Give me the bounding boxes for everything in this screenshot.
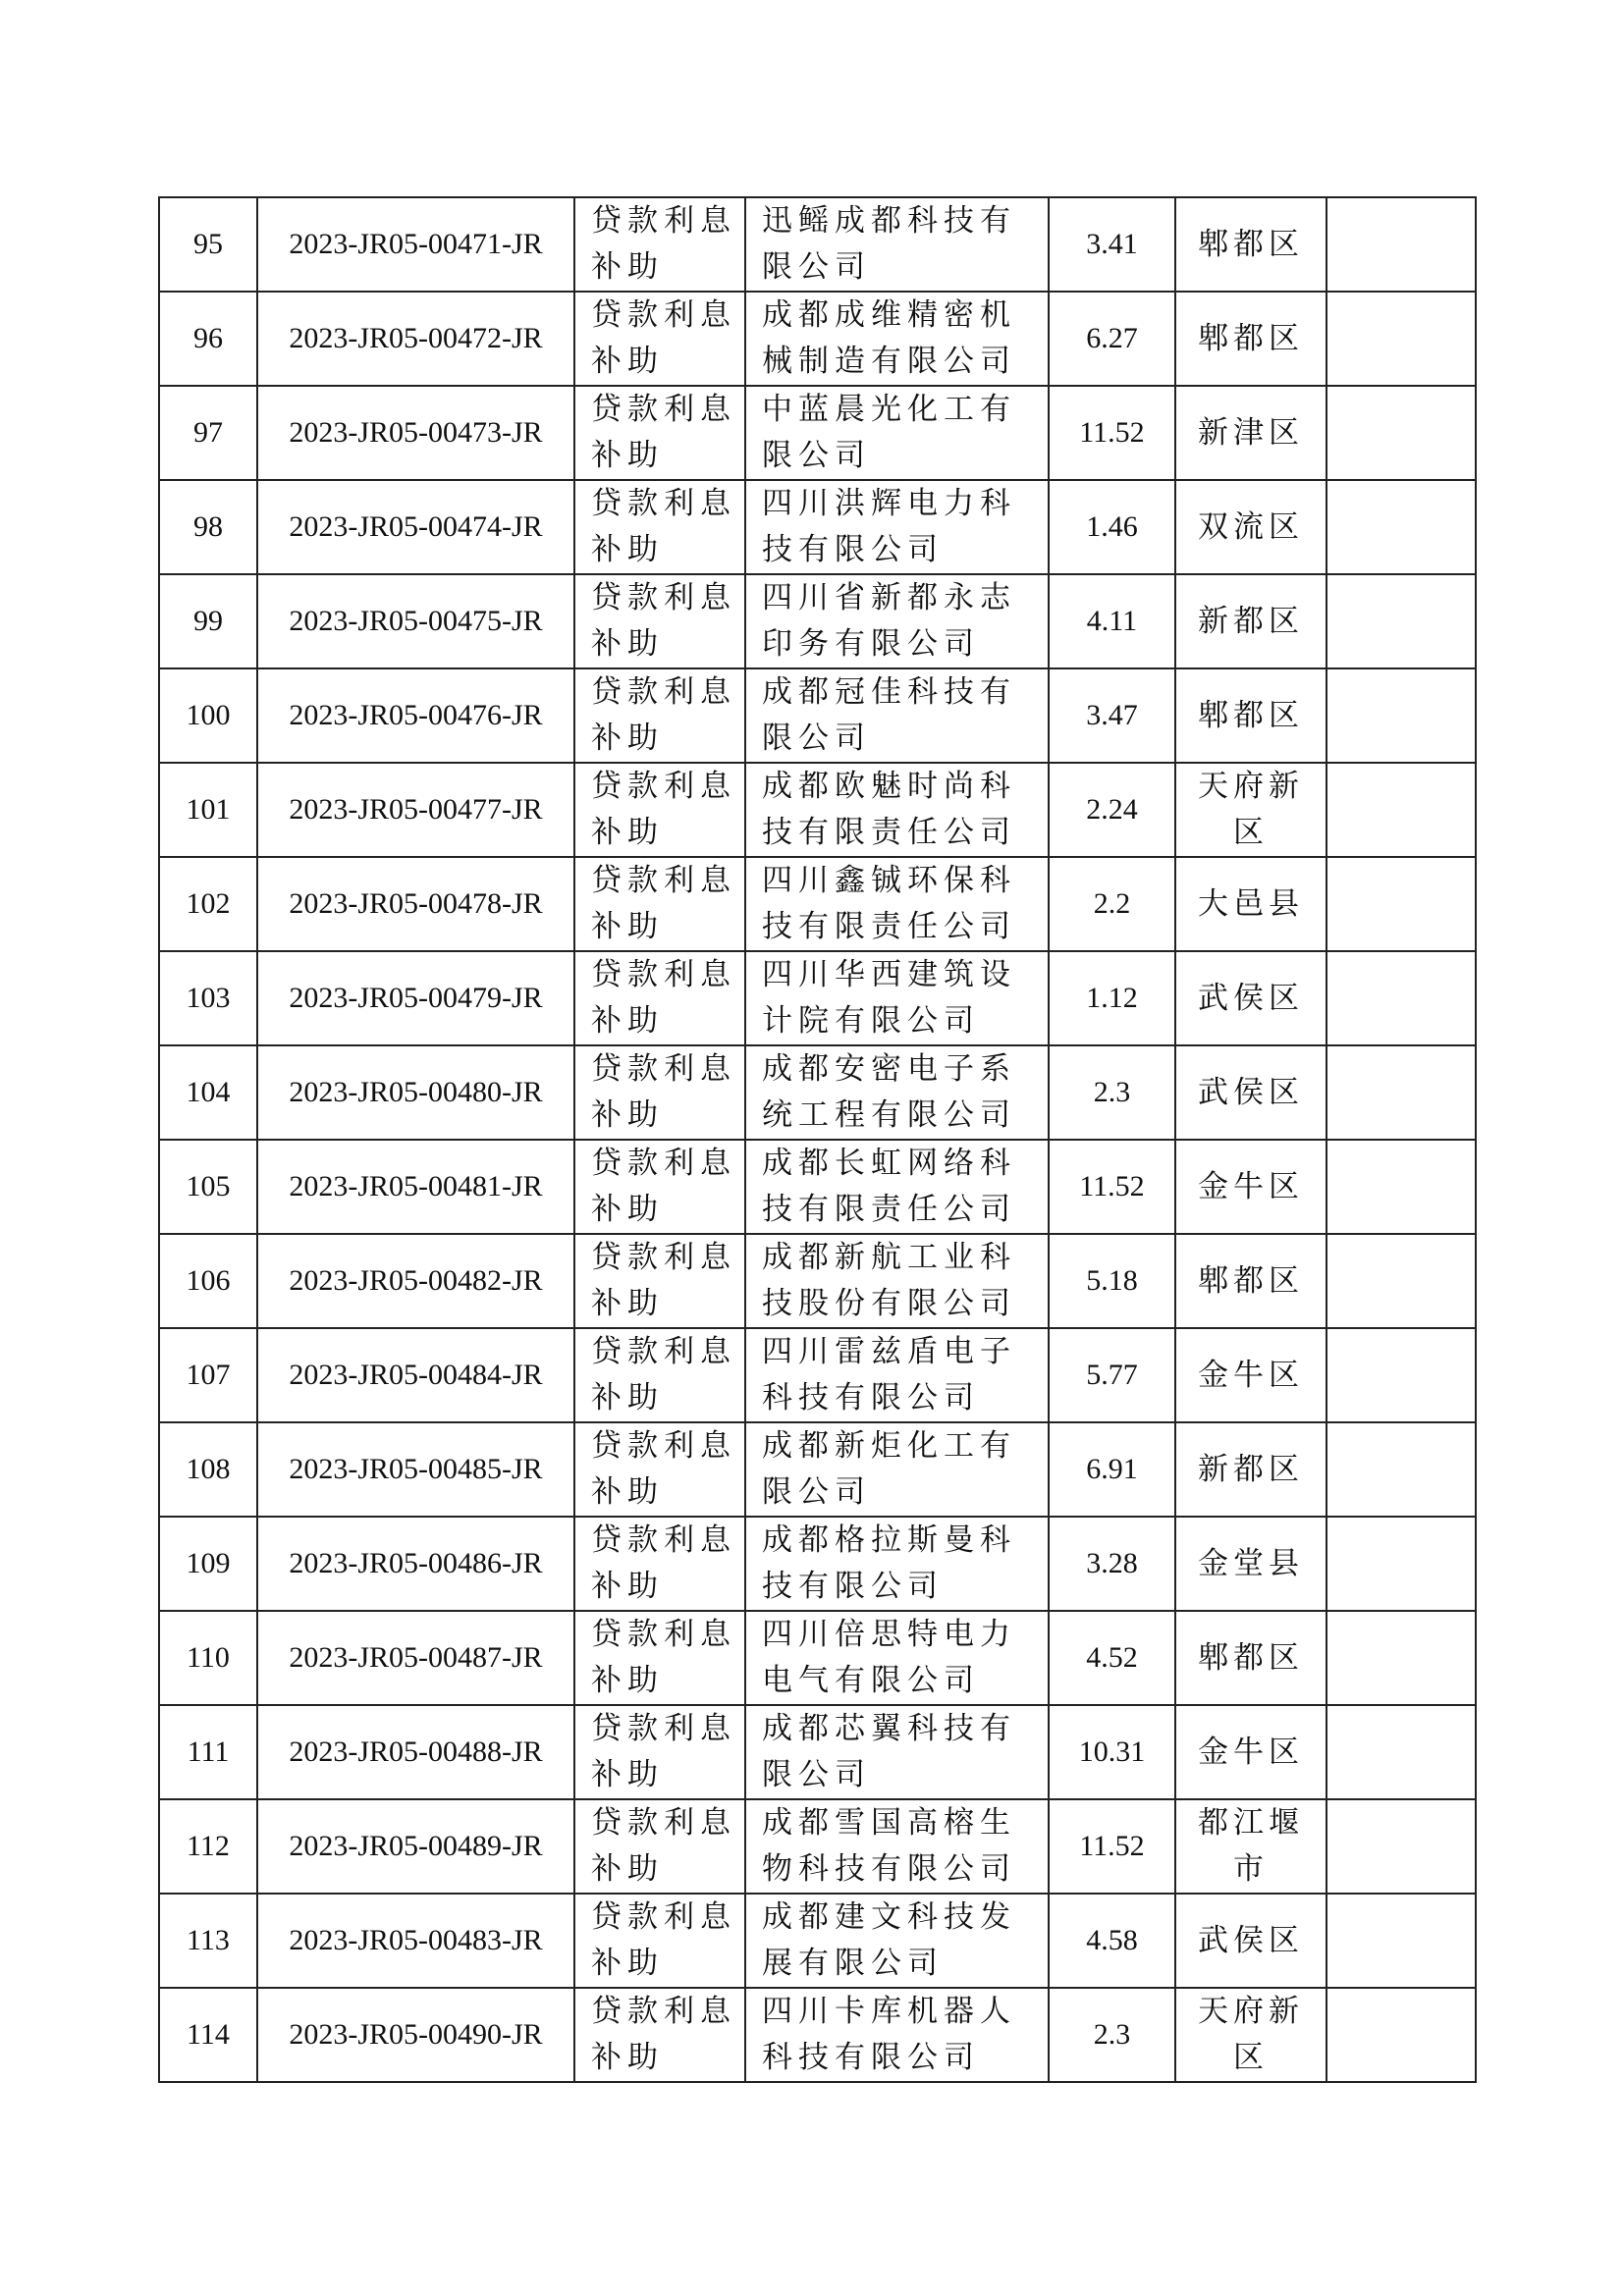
project-code: 2023-JR05-00486-JR xyxy=(257,1517,574,1611)
district: 金牛区 xyxy=(1175,1705,1326,1799)
remark-cell xyxy=(1326,386,1476,480)
table-row xyxy=(159,857,1476,951)
table-body xyxy=(159,197,1476,2082)
subsidy-amount: 11.52 xyxy=(1049,1140,1175,1234)
company-name: 成都欧魅时尚科技有限责任公司 xyxy=(745,763,1049,857)
row-number: 103 xyxy=(159,951,257,1045)
district: 郫都区 xyxy=(1175,1234,1326,1328)
district: 金堂县 xyxy=(1175,1517,1326,1611)
subsidy-type: 贷款利息补助 xyxy=(574,1799,745,1894)
subsidy-type: 贷款利息补助 xyxy=(574,763,745,857)
table-row xyxy=(159,197,1476,292)
company-name: 四川雷兹盾电子科技有限公司 xyxy=(745,1328,1049,1422)
project-code: 2023-JR05-00475-JR xyxy=(257,574,574,668)
project-code: 2023-JR05-00487-JR xyxy=(257,1611,574,1705)
table-row xyxy=(159,1894,1476,1988)
project-code: 2023-JR05-00479-JR xyxy=(257,951,574,1045)
subsidy-amount: 11.52 xyxy=(1049,1799,1175,1894)
district: 武侯区 xyxy=(1175,1894,1326,1988)
remark-cell xyxy=(1326,1517,1476,1611)
subsidy-amount: 6.91 xyxy=(1049,1422,1175,1517)
company-name: 成都新炬化工有限公司 xyxy=(745,1422,1049,1517)
project-code: 2023-JR05-00481-JR xyxy=(257,1140,574,1234)
subsidy-type: 贷款利息补助 xyxy=(574,386,745,480)
table-row xyxy=(159,1988,1476,2082)
remark-cell xyxy=(1326,1140,1476,1234)
table-row xyxy=(159,292,1476,386)
subsidy-amount: 1.12 xyxy=(1049,951,1175,1045)
subsidy-type: 贷款利息补助 xyxy=(574,1234,745,1328)
project-code: 2023-JR05-00477-JR xyxy=(257,763,574,857)
district: 金牛区 xyxy=(1175,1328,1326,1422)
project-code: 2023-JR05-00489-JR xyxy=(257,1799,574,1894)
subsidy-type: 贷款利息补助 xyxy=(574,1894,745,1988)
subsidy-amount: 3.47 xyxy=(1049,668,1175,763)
remark-cell xyxy=(1326,857,1476,951)
row-number: 98 xyxy=(159,480,257,574)
remark-cell xyxy=(1326,574,1476,668)
subsidy-type: 贷款利息补助 xyxy=(574,951,745,1045)
row-number: 113 xyxy=(159,1894,257,1988)
row-number: 108 xyxy=(159,1422,257,1517)
company-name: 成都长虹网络科技有限责任公司 xyxy=(745,1140,1049,1234)
remark-cell xyxy=(1326,197,1476,292)
subsidy-amount: 11.52 xyxy=(1049,386,1175,480)
row-number: 104 xyxy=(159,1045,257,1140)
table-row xyxy=(159,951,1476,1045)
row-number: 100 xyxy=(159,668,257,763)
company-name: 四川洪辉电力科技有限公司 xyxy=(745,480,1049,574)
project-code: 2023-JR05-00473-JR xyxy=(257,386,574,480)
row-number: 112 xyxy=(159,1799,257,1894)
row-number: 96 xyxy=(159,292,257,386)
subsidy-table xyxy=(158,196,1477,2083)
company-name: 四川省新都永志印务有限公司 xyxy=(745,574,1049,668)
company-name: 中蓝晨光化工有限公司 xyxy=(745,386,1049,480)
subsidy-type: 贷款利息补助 xyxy=(574,1705,745,1799)
district: 天府新区 xyxy=(1175,763,1326,857)
subsidy-amount: 4.52 xyxy=(1049,1611,1175,1705)
row-number: 114 xyxy=(159,1988,257,2082)
remark-cell xyxy=(1326,668,1476,763)
district: 新津区 xyxy=(1175,386,1326,480)
subsidy-amount: 5.77 xyxy=(1049,1328,1175,1422)
district: 都江堰市 xyxy=(1175,1799,1326,1894)
subsidy-type: 贷款利息补助 xyxy=(574,197,745,292)
subsidy-type: 贷款利息补助 xyxy=(574,1422,745,1517)
subsidy-amount: 2.24 xyxy=(1049,763,1175,857)
row-number: 105 xyxy=(159,1140,257,1234)
row-number: 111 xyxy=(159,1705,257,1799)
subsidy-type: 贷款利息补助 xyxy=(574,1611,745,1705)
subsidy-amount: 2.3 xyxy=(1049,1988,1175,2082)
row-number: 106 xyxy=(159,1234,257,1328)
subsidy-type: 贷款利息补助 xyxy=(574,1140,745,1234)
subsidy-amount: 1.46 xyxy=(1049,480,1175,574)
project-code: 2023-JR05-00478-JR xyxy=(257,857,574,951)
company-name: 四川卡库机器人科技有限公司 xyxy=(745,1988,1049,2082)
project-code: 2023-JR05-00482-JR xyxy=(257,1234,574,1328)
project-code: 2023-JR05-00485-JR xyxy=(257,1422,574,1517)
row-number: 107 xyxy=(159,1328,257,1422)
remark-cell xyxy=(1326,763,1476,857)
subsidy-amount: 6.27 xyxy=(1049,292,1175,386)
table-row xyxy=(159,574,1476,668)
district: 金牛区 xyxy=(1175,1140,1326,1234)
company-name: 四川鑫铖环保科技有限责任公司 xyxy=(745,857,1049,951)
table-row xyxy=(159,763,1476,857)
company-name: 迅鳐成都科技有限公司 xyxy=(745,197,1049,292)
row-number: 102 xyxy=(159,857,257,951)
district: 大邑县 xyxy=(1175,857,1326,951)
table-row xyxy=(159,386,1476,480)
table-row xyxy=(159,1328,1476,1422)
district: 郫都区 xyxy=(1175,668,1326,763)
subsidy-type: 贷款利息补助 xyxy=(574,574,745,668)
remark-cell xyxy=(1326,1328,1476,1422)
project-code: 2023-JR05-00488-JR xyxy=(257,1705,574,1799)
project-code: 2023-JR05-00484-JR xyxy=(257,1328,574,1422)
company-name: 四川倍思特电力电气有限公司 xyxy=(745,1611,1049,1705)
table-row xyxy=(159,1517,1476,1611)
district: 郫都区 xyxy=(1175,1611,1326,1705)
project-code: 2023-JR05-00490-JR xyxy=(257,1988,574,2082)
project-code: 2023-JR05-00480-JR xyxy=(257,1045,574,1140)
table-row xyxy=(159,668,1476,763)
row-number: 95 xyxy=(159,197,257,292)
company-name: 成都格拉斯曼科技有限公司 xyxy=(745,1517,1049,1611)
subsidy-amount: 4.58 xyxy=(1049,1894,1175,1988)
subsidy-amount: 4.11 xyxy=(1049,574,1175,668)
row-number: 101 xyxy=(159,763,257,857)
subsidy-type: 贷款利息补助 xyxy=(574,1988,745,2082)
subsidy-type: 贷款利息补助 xyxy=(574,857,745,951)
table-row xyxy=(159,1705,1476,1799)
row-number: 99 xyxy=(159,574,257,668)
table-row xyxy=(159,1799,1476,1894)
company-name: 成都冠佳科技有限公司 xyxy=(745,668,1049,763)
remark-cell xyxy=(1326,1045,1476,1140)
district: 天府新区 xyxy=(1175,1988,1326,2082)
company-name: 四川华西建筑设计院有限公司 xyxy=(745,951,1049,1045)
row-number: 110 xyxy=(159,1611,257,1705)
project-code: 2023-JR05-00483-JR xyxy=(257,1894,574,1988)
district: 郫都区 xyxy=(1175,197,1326,292)
district: 武侯区 xyxy=(1175,951,1326,1045)
district: 双流区 xyxy=(1175,480,1326,574)
company-name: 成都雪国高榕生物科技有限公司 xyxy=(745,1799,1049,1894)
subsidy-type: 贷款利息补助 xyxy=(574,292,745,386)
table-row xyxy=(159,1234,1476,1328)
district: 新都区 xyxy=(1175,574,1326,668)
subsidy-type: 贷款利息补助 xyxy=(574,1045,745,1140)
remark-cell xyxy=(1326,1988,1476,2082)
project-code: 2023-JR05-00476-JR xyxy=(257,668,574,763)
table-row xyxy=(159,1140,1476,1234)
remark-cell xyxy=(1326,1234,1476,1328)
remark-cell xyxy=(1326,1705,1476,1799)
company-name: 成都成维精密机械制造有限公司 xyxy=(745,292,1049,386)
row-number: 97 xyxy=(159,386,257,480)
subsidy-amount: 3.41 xyxy=(1049,197,1175,292)
company-name: 成都安密电子系统工程有限公司 xyxy=(745,1045,1049,1140)
company-name: 成都建文科技发展有限公司 xyxy=(745,1894,1049,1988)
subsidy-amount: 3.28 xyxy=(1049,1517,1175,1611)
subsidy-amount: 2.2 xyxy=(1049,857,1175,951)
table-row xyxy=(159,480,1476,574)
remark-cell xyxy=(1326,292,1476,386)
project-code: 2023-JR05-00471-JR xyxy=(257,197,574,292)
project-code: 2023-JR05-00474-JR xyxy=(257,480,574,574)
remark-cell xyxy=(1326,1894,1476,1988)
remark-cell xyxy=(1326,1422,1476,1517)
company-name: 成都新航工业科技股份有限公司 xyxy=(745,1234,1049,1328)
district: 武侯区 xyxy=(1175,1045,1326,1140)
subsidy-type: 贷款利息补助 xyxy=(574,1517,745,1611)
remark-cell xyxy=(1326,480,1476,574)
remark-cell xyxy=(1326,951,1476,1045)
subsidy-type: 贷款利息补助 xyxy=(574,1328,745,1422)
project-code: 2023-JR05-00472-JR xyxy=(257,292,574,386)
subsidy-amount: 10.31 xyxy=(1049,1705,1175,1799)
subsidy-amount: 2.3 xyxy=(1049,1045,1175,1140)
subsidy-amount: 5.18 xyxy=(1049,1234,1175,1328)
district: 新都区 xyxy=(1175,1422,1326,1517)
table-row xyxy=(159,1422,1476,1517)
district: 郫都区 xyxy=(1175,292,1326,386)
table-row xyxy=(159,1611,1476,1705)
row-number: 109 xyxy=(159,1517,257,1611)
subsidy-type: 贷款利息补助 xyxy=(574,480,745,574)
company-name: 成都芯翼科技有限公司 xyxy=(745,1705,1049,1799)
remark-cell xyxy=(1326,1611,1476,1705)
subsidy-type: 贷款利息补助 xyxy=(574,668,745,763)
table-row xyxy=(159,1045,1476,1140)
remark-cell xyxy=(1326,1799,1476,1894)
